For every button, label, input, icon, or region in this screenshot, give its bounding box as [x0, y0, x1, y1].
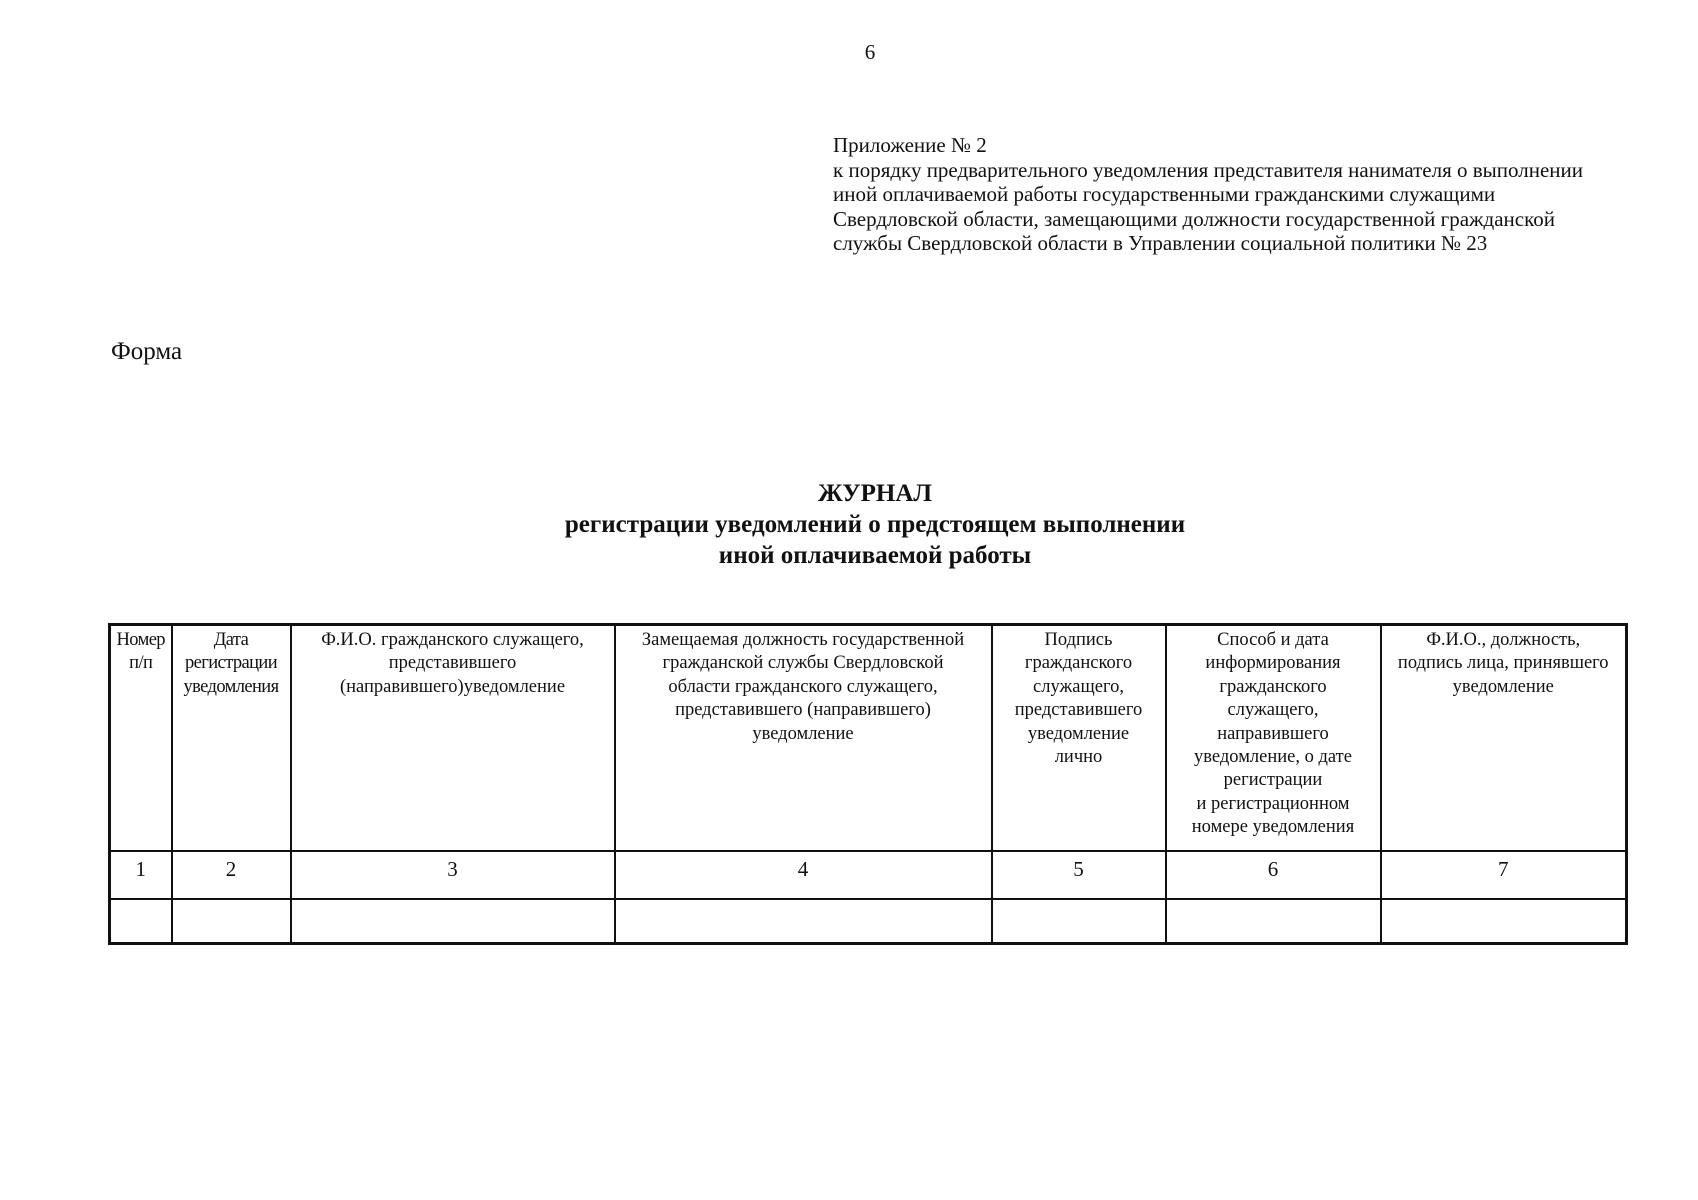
empty-cell	[1381, 899, 1627, 944]
empty-cell	[992, 899, 1166, 944]
appendix-line: к порядку предварительного уведомления представителя нанимателя о выполнении	[833, 157, 1584, 182]
header-row	[110, 625, 1627, 852]
header-cell-number: Номер п/п	[110, 625, 172, 852]
header-cell-signature: Подпись гражданского служащего, представившего уведомление лично	[992, 625, 1166, 852]
journal-title-line: регистрации уведомлений о предстоящем выполнении	[564, 511, 1186, 538]
column-number-cell: 3	[291, 851, 615, 899]
empty-cell	[1166, 899, 1381, 944]
appendix-line: службы Свердловской области в Управлении социальной политики № 23	[833, 231, 1488, 255]
header-cell-receiver: Ф.И.О., должность, подпись лица, принявшего уведомление	[1381, 625, 1627, 852]
appendix-line: Свердловской области, замещающими должности государственной гражданской	[833, 206, 1555, 231]
page-number: 6	[864, 40, 876, 64]
appendix-note	[833, 133, 1673, 256]
column-number-cell: 1	[110, 851, 172, 899]
empty-cell	[291, 899, 615, 944]
column-number-row	[110, 851, 1627, 899]
column-number-cell: 5	[992, 851, 1166, 899]
empty-cell	[172, 899, 291, 944]
journal-table	[108, 623, 1628, 945]
empty-cell	[110, 899, 172, 944]
column-number-cell: 2	[172, 851, 291, 899]
form-label: Форма	[111, 338, 183, 365]
empty-entry-row	[110, 899, 1627, 944]
appendix-title: Приложение № 2	[833, 133, 987, 157]
column-number-cell: 7	[1381, 851, 1627, 899]
header-cell-position: Замещаемая должность государственной гражданской службы Свердловской области гражданского служащего, представившего (направившего) уведомление	[615, 625, 992, 852]
header-cell-date: Дата регистрации уведомления	[172, 625, 291, 852]
empty-cell	[615, 899, 992, 944]
column-number-cell: 4	[615, 851, 992, 899]
header-cell-notification-method: Способ и дата информирования гражданского служащего, направившего уведомление, о дате регистрации и регистрационном номере уведомления	[1166, 625, 1381, 852]
journal-title-main: ЖУРНАЛ	[817, 480, 933, 507]
column-number-cell: 6	[1166, 851, 1381, 899]
appendix-line: иной оплачиваемой работы государственными гражданскими служащими	[833, 182, 1496, 206]
journal-title-line: иной оплачиваемой работы	[718, 542, 1032, 569]
header-cell-employee-name: Ф.И.О. гражданского служащего, представившего (направившего)уведомление	[291, 625, 615, 852]
journal-title	[300, 478, 1450, 571]
